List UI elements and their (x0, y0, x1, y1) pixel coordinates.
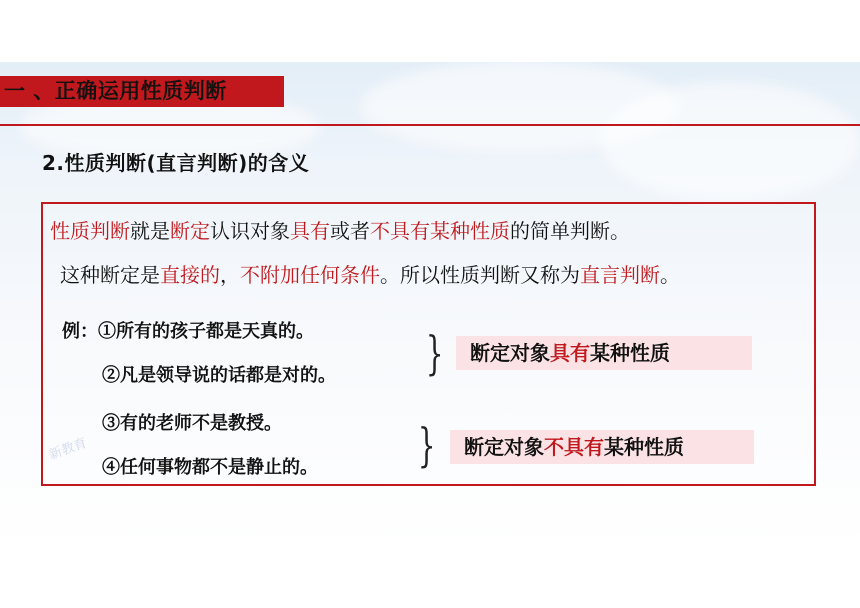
topic-subtitle: 2.性质判断(直言判断)的含义 (42, 151, 310, 175)
plain-text: 或者 (330, 219, 370, 243)
right-brace-icon: } (417, 418, 436, 472)
key-text: 断定 (170, 219, 210, 243)
tag-key-text: 具有 (550, 341, 590, 365)
example-item: ③有的老师不是教授。 (102, 413, 282, 434)
plain-text: 。所以性质判断又称为 (380, 263, 580, 287)
key-text: 不附加任何条件 (240, 263, 380, 287)
right-brace-icon: } (425, 326, 444, 380)
affirmative-tag (456, 336, 752, 370)
term-text: 性质判断 (50, 219, 130, 243)
section-title: 一 、正确运用性质判断 (4, 79, 227, 103)
key-text: 不具有某种性质 (370, 219, 510, 243)
tag-key-text: 不具有 (544, 435, 604, 459)
section-header-bar (0, 76, 284, 107)
tag-text: 某种性质 (590, 341, 670, 365)
key-text: 直言判断 (580, 263, 660, 287)
plain-text: 的简单判断。 (510, 219, 630, 243)
header-divider (0, 124, 860, 126)
definition-line-1 (50, 218, 630, 244)
plain-text: 认识对象 (210, 219, 290, 243)
cloud-decoration (600, 82, 860, 202)
key-text: 直接的 (160, 263, 220, 287)
plain-text: 就是 (130, 219, 170, 243)
tag-text: 断定对象 (464, 435, 544, 459)
key-text: 具有 (290, 219, 330, 243)
example-item: 例：①所有的孩子都是天真的。 (62, 321, 314, 342)
definition-line-2 (60, 262, 680, 288)
example-item: ②凡是领导说的话都是对的。 (102, 365, 336, 386)
plain-text: 这种断定是 (60, 263, 160, 287)
example-item: ④任何事物都不是静止的。 (102, 457, 318, 478)
watermark-logo: 新教育 (47, 435, 90, 464)
plain-text: ， (220, 263, 240, 287)
tag-text: 断定对象 (470, 341, 550, 365)
tag-text: 某种性质 (604, 435, 684, 459)
plain-text: 。 (660, 263, 680, 287)
negative-tag (450, 430, 754, 464)
